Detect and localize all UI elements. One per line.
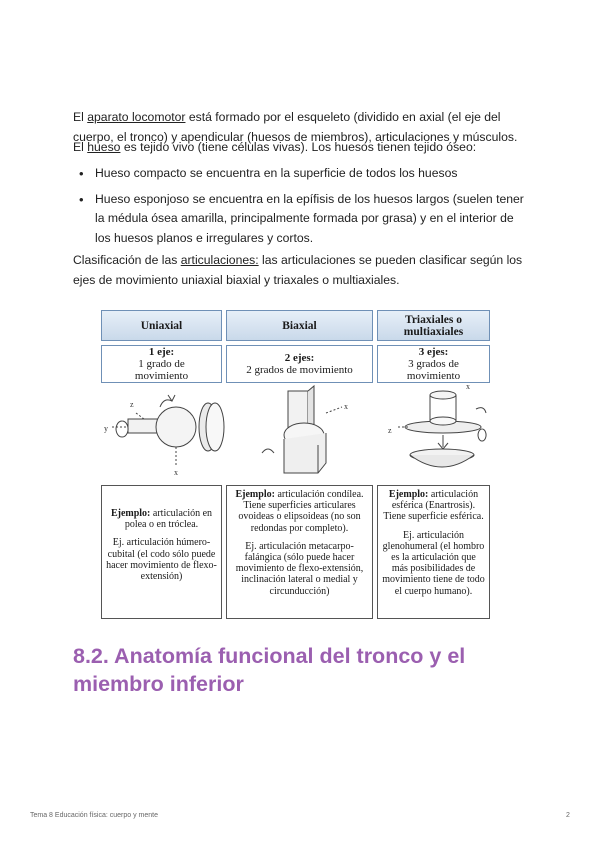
footer-text: Tema 8 Educación física: cuerpo y mente (30, 812, 159, 819)
page-number: 2 (566, 812, 570, 819)
axes-biaxial: 2 ejes: 2 grados de movimiento (226, 345, 373, 383)
paragraph-articulaciones: Clasificación de las articulaciones: las articulaciones se pueden clasificar según los ejes de movimiento uniaxial biaxial y triaxales o multiaxiales. (73, 253, 523, 287)
term-articulaciones: articulaciones: (180, 253, 259, 267)
triaxial-axis-x: x (466, 383, 470, 391)
uniaxial-axis-z: z (130, 400, 134, 409)
uniaxial-axis-x: x (174, 468, 178, 477)
description-triaxial: Ejemplo: articulación esférica (Enartrosis). Tiene superficie esférica. Ej. articulación glenohumeral (el hombro es la articulación que más posibilidades de movimiento tiene de todo el cuerpo humano). (377, 485, 490, 619)
axes-triaxial: 3 ejes: 3 grados de movimiento (377, 345, 490, 383)
header-triaxial: Triaxiales o multiaxiales (377, 310, 490, 341)
uniaxial-axis-y: y (104, 424, 108, 433)
paragraph-locomotor: El aparato locomotor está formado por el esqueleto (dividido en axial (el eje del cuerpo, el tronco) y apendicular (huesos de miembros), articulaciones y músculos. (73, 110, 518, 144)
header-biaxial: Biaxial (226, 310, 373, 341)
biaxial-axis-x: x (344, 402, 348, 411)
term-hueso: hueso (87, 140, 121, 154)
term-aparato-locomotor: aparato locomotor (87, 110, 186, 125)
condyloid-joint-drawing (262, 386, 342, 473)
triaxial-axis-z: z (388, 426, 392, 435)
list-item: • Hueso compacto se encuentra en la superficie de todos los huesos (73, 164, 528, 184)
joint-diagrams (98, 383, 492, 483)
hinge-joint-drawing (112, 395, 224, 465)
ball-socket-joint-drawing (398, 391, 486, 467)
description-uniaxial: Ejemplo: articulación en polea o en tróclea. Ej. articulación húmero-cubital (el codo sólo puede hacer movimiento de flexo-extensión) (101, 485, 222, 619)
joint-classification-figure (98, 307, 492, 621)
header-uniaxial: Uniaxial (101, 310, 222, 341)
description-biaxial: Ejemplo: articulación condílea. Tiene superficies articulares ovoideas o elipsoideas (no son redondas por completo). Ej. articulación metacarpo-falángica (sólo puede hacer movimiento de flexo-extensión, inclinación lateral o medial y circunducción) (226, 485, 373, 619)
axes-uniaxial: 1 eje: 1 grado de movimiento (101, 345, 222, 383)
bone-types-list (73, 164, 528, 254)
paragraph-hueso: El hueso es tejido vivo (tiene células vivas). Los huesos tienen tejido óseo: (73, 140, 477, 154)
list-item: • Hueso esponjoso se encuentra en la epífisis de los huesos largos (suelen tener la médula ósea amarilla, principalmente formada por grasa) y en el interior de los huesos planos e irregulares y cortos. (73, 190, 528, 249)
section-title: 8.2. Anatomía funcional del tronco y el miembro inferior (73, 644, 466, 696)
